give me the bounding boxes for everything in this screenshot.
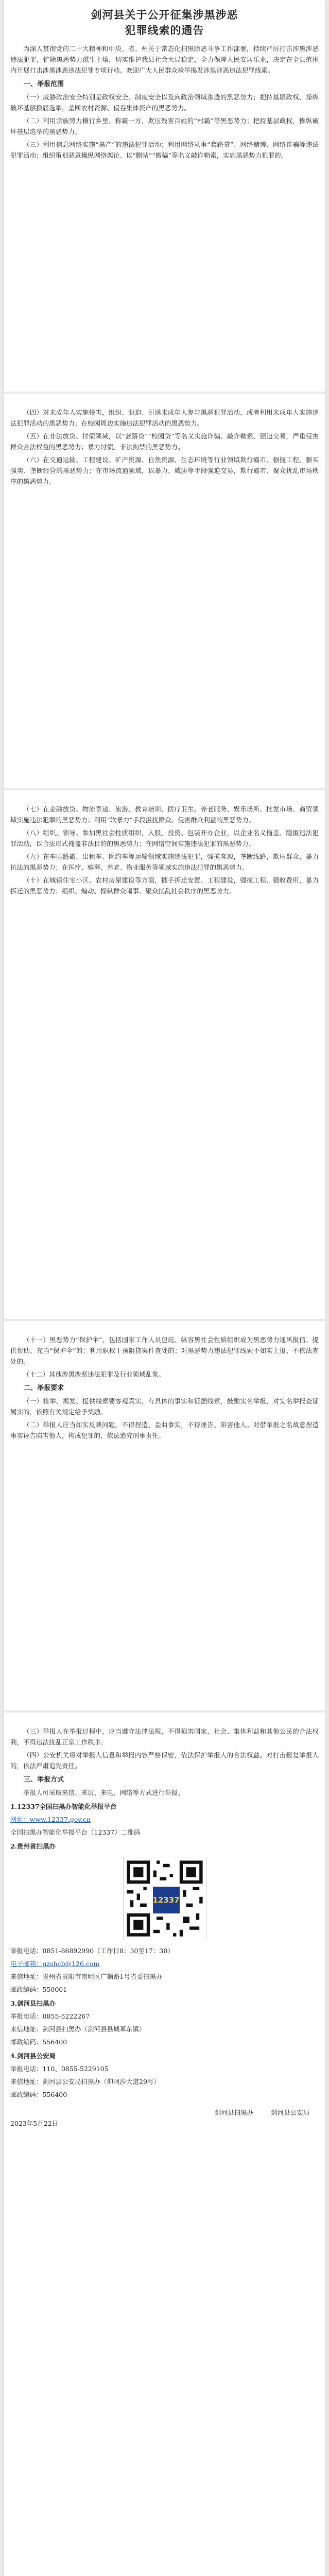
channel2-email[interactable]: 电子邮箱：gzshcb@126.com	[10, 1960, 100, 1968]
scope-item: （九）在车匪路霸、出租车、网约车等运输领域实施违法犯罪，强揽客源，垄断线路，欺压群众，暴力抗法的黑恶势力；在医疗、殡葬、养老、物业服务等领域实施违法犯罪的黑恶势力。	[10, 853, 319, 871]
channel1-url[interactable]: 网址：www.12337.gov.cn	[10, 1816, 91, 1823]
scope-section-page2	[10, 407, 319, 489]
requirement-item: （三）举报人在举报过程中，应当遵守法律法规，不得损害国家、社会、集体利益和其他公民的合法权利，不得违法扰乱正常工作秩序。	[10, 1727, 319, 1746]
scope-section-page3	[10, 804, 319, 899]
channel1-qr-caption: 全国扫黑办智能化举报平台（12337）二维码	[10, 1828, 141, 1836]
channel4-zip: 邮政编码：556400	[10, 2091, 67, 2098]
channel4-title: 4.剑河县公安局	[10, 2052, 56, 2060]
scope-item: （四）对未成年人实施侵害，组织、胁迫、引诱未成年人参与黑恶犯罪活动，或者利用未成年人实施违法犯罪活动的黑恶势力；在校园周边实施违法犯罪活动的黑恶势力。	[10, 409, 319, 427]
section2-heading: 二、举报要求	[24, 1384, 64, 1392]
scope-item: （十二）其他涉黑涉恶违法犯罪及行业领域乱象。	[23, 1370, 165, 1378]
page-divider	[4, 392, 325, 394]
scope-item: （五）在非法放贷、讨债领域，以“套路贷”“校园贷”等名义实施诈骗、敲诈勒索、强迫交易，严重侵害群众合法权益的黑恶势力；暴力讨债、非法拘禁的黑恶势力。	[10, 432, 319, 451]
notice-title-line1: 剑河县关于公开征集涉黑涉恶	[91, 8, 238, 21]
intro-section	[10, 43, 319, 163]
channel2-mail: 来信地址：贵州省贵阳市南明区广顺路1号省委扫黑办	[10, 1973, 163, 1980]
notice-title-line2: 犯罪线索的通告	[125, 24, 204, 37]
scope-item: （一）威胁政治安全特别是政权安全、制度安全以及向政治领域渗透的黑恶势力；把持基层政权、操纵破坏基层换届选举，垄断农村资源、侵吞集体资产的黑恶势力。	[10, 93, 319, 112]
channel1-url-line	[10, 1814, 319, 1825]
scope-item: （十一）黑恶势力“保护伞”，包括国家工作人员包庇、纵容黑社会性质组织或为黑恶势力通风报信、提供帮助、充当“保护伞”的；利用职权干预阻挠案件查处的；对黑恶势力违法犯罪线索不如实上报、不依法查处的。	[10, 1336, 319, 1365]
channel3-title: 3.剑河县扫黑办	[10, 1999, 56, 2007]
scope-item: （七）在金融放贷、物流寄递、旅游、教育培训、医疗卫生、养老服务、娱乐场所、批发市场、商贸领域实施违法犯罪的黑恶势力；利用“软暴力”手段滋扰群众、侵害群众利益的黑恶势力。	[10, 805, 319, 824]
signer-anti-gang-office: 剑河县扫黑办	[214, 2109, 253, 2116]
channel4-phone: 举报电话：110、0855-5229105	[10, 2065, 109, 2073]
requirement-item: （四）公安机关将对举报人信息和举报内容严格保密，依法保护举报人的合法权益。对打击报复举报人的，依法严肃追究责任。	[10, 1751, 319, 1770]
page-divider	[4, 788, 325, 790]
scope-item: （十）在城镇住宅小区、农村房屋建设等方面，插手拆迁安置、工程建设，强揽工程、强收费用，暴力拆迁的黑恶势力；组织、煽动、操纵群众闹事、聚众扰乱社会秩序的黑恶势力。	[10, 876, 319, 895]
section1-heading: 一、举报范围	[24, 80, 64, 88]
page-divider	[4, 1319, 325, 1321]
qr-center-logo: 12337	[151, 1885, 181, 1915]
qr-wrap	[10, 1857, 319, 1940]
contact-lead: 举报人可采取来信、来访、来电、网络等方式进行举报。	[23, 1789, 184, 1797]
channel3-phone: 举报电话：0855-5222267	[10, 2012, 90, 2020]
channel4-mail: 来信地址：剑河县公安局扫黑办（仰阿莎大道29号）	[10, 2078, 160, 2086]
signature-block	[10, 2107, 319, 2118]
channel2-phone: 举报电话：0851-86892990（工作日8：30至17：30）	[10, 1947, 174, 1955]
channel3-mail: 来信地址：剑河县扫黑办（剑河县县城革东镇）	[10, 2025, 146, 2033]
contact-section	[10, 1726, 319, 2131]
scope-item: （八）组织、领导、参加黑社会性质组织，入股、投资、包装开办企业，以企业名义掩盖、隐匿违法犯罪活动，以合法形式掩盖非法目的的黑恶势力；在网络空间实施违法犯罪的黑恶势力。	[10, 829, 319, 848]
notice-date: 2023年5月22日	[10, 2120, 59, 2127]
title-block	[4, 0, 325, 38]
signer-public-security-bureau: 剑河县公安局	[270, 2109, 309, 2116]
scope-item: （三）利用信息网络实施“黑产”的违法犯罪活动；利用网络从事“套路贷”、网络赌博、网络诈骗等违法犯罪活动；组织策划恶意操纵网络舆论、以“删帖”“撤稿”等名义敲诈勒索，实施黑恶势力犯罪的。	[10, 141, 319, 159]
scope-section-page4	[10, 1334, 319, 1443]
channel2-title: 2.贵州省扫黑办	[10, 1842, 56, 1850]
channel3-zip: 邮政编码：556400	[10, 2038, 67, 2046]
channel2-email-line	[10, 1958, 319, 1969]
requirement-item: （二）举报人应当如实反映问题，不得捏造、歪曲事实，不得诬告、陷害他人。对借举报之名故意捏造事实诬告陷害他人，构成犯罪的，依法追究刑事责任。	[10, 1421, 319, 1439]
page-divider	[4, 1710, 325, 1713]
intro-paragraph: 为深入贯彻党的二十大精神和中央、省、州关于常态化扫黑除恶斗争工作部署，持续严厉打击涉黑涉恶违法犯罪，铲除黑恶势力滋生土壤，切实维护我县社会大局稳定，全力保障人民安居乐业，决定在全县范围内开展打击涉黑涉恶违法犯罪专项行动。欢迎广大人民群众检举揭发涉黑涉恶违法犯罪线索。	[10, 45, 319, 74]
requirement-item: （一）检举、揭发、提供线索要客观真实，有具体的事实和证据线索，鼓励实名举报，对实名举报查证属实的，依照有关规定给予奖励。	[10, 1397, 319, 1416]
channel2-zip: 邮政编码：550001	[10, 1986, 67, 1993]
notice-document	[4, 0, 325, 2576]
section3-heading: 三、举报方式	[24, 1776, 64, 1784]
scope-item: （六）在交通运输、工程建设、矿产资源、自然资源、生态环境等行业领域欺行霸市、强揽工程、强买强卖、垄断经营的黑恶势力；在市场流通领域，以暴力、威胁等手段强迫交易，欺行霸市、聚众扰乱市场秩序的黑恶势力。	[10, 456, 319, 485]
qr-code	[123, 1857, 206, 1940]
scope-item: （二）利用宗族势力横行乡里、称霸一方，欺压残害百姓的“村霸”等黑恶势力；把持基层政权，操纵破坏基层选举的黑恶势力。	[10, 117, 319, 135]
channel1-title: 1.12337全国扫黑办智能化举报平台	[10, 1803, 117, 1810]
